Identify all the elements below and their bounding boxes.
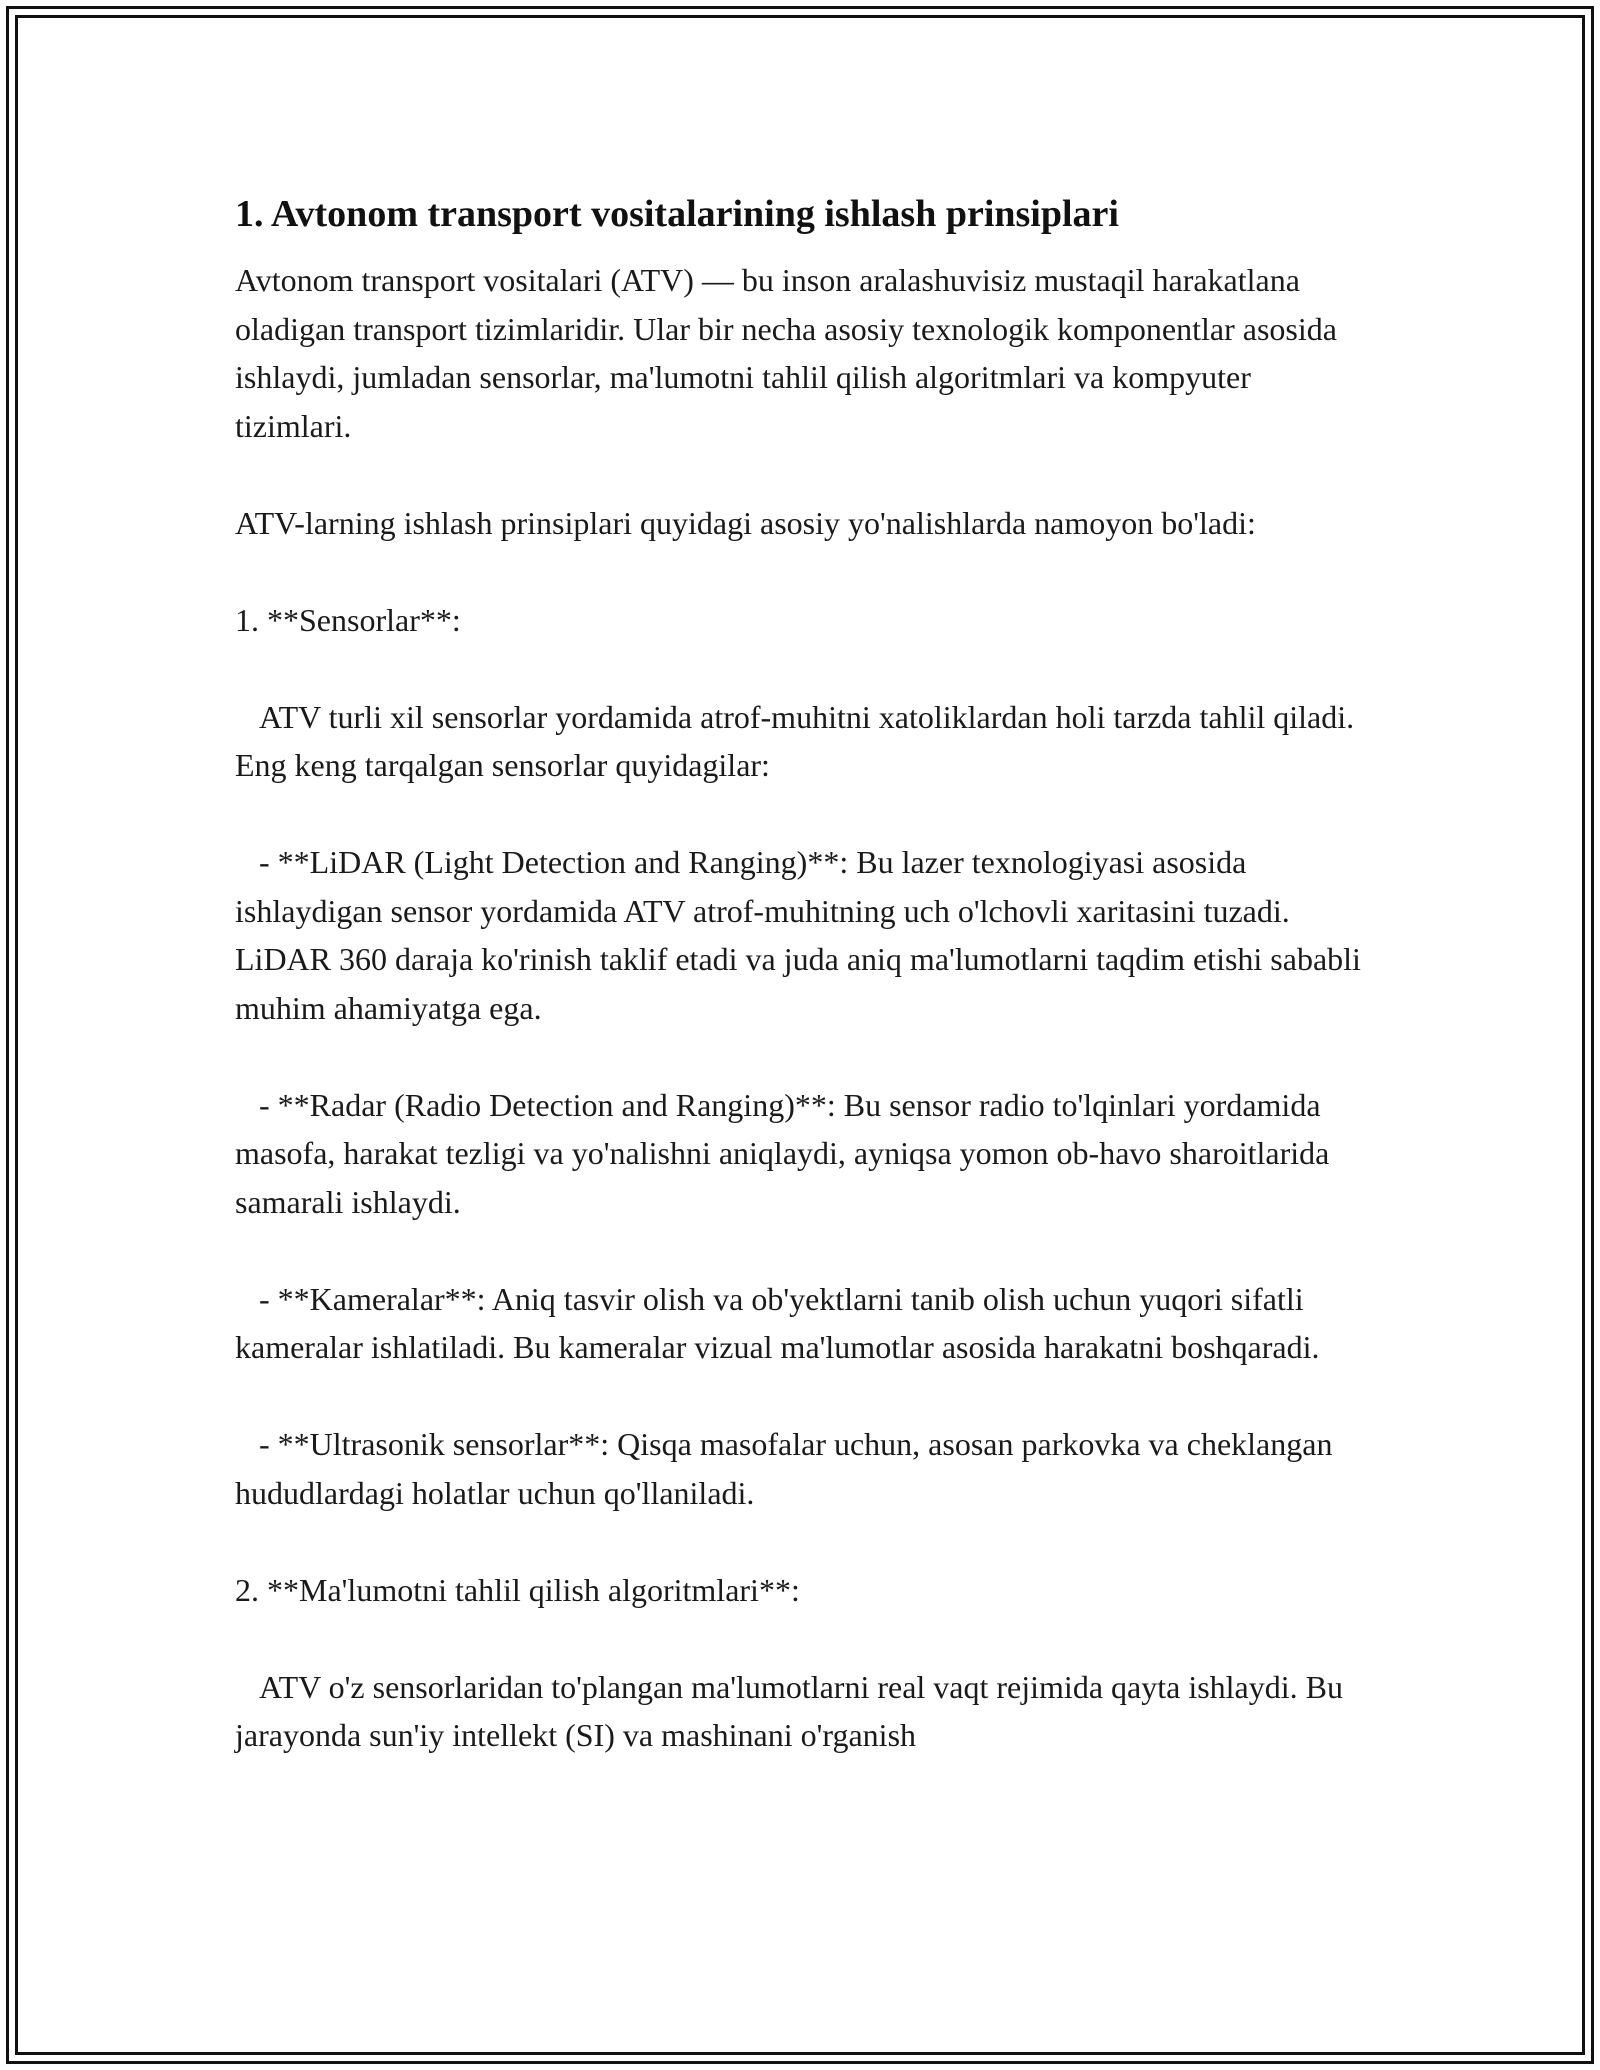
paragraph-algorithms: ATV o'z sensorlaridan to'plangan ma'lumotlarni real vaqt rejimida qayta ishlaydi. Bu jarayonda sun'iy intellekt (SI) va mashinani o'rganish xyxy=(235,1668,1351,1753)
blank-line xyxy=(235,1226,1365,1275)
paragraph-intro: Avtonom transport vositalari (ATV) — bu inson aralashuvisiz mustaqil harakatlana oladigan transport tizimlaridir. Ular bir necha asosiy texnologik komponentlar asosida ishlaydi, jumladan sensorlar, ma'lumotni tahlil qilish algoritmlari va kompyuter tizimlari. xyxy=(235,262,1345,444)
paragraph-sensors-intro: ATV turli xil sensorlar yordamida atrof-muhitni xatoliklardan holi tarzda tahlil qiladi. Eng keng tarqalgan sensorlar quyidagilar: xyxy=(235,698,1363,783)
blank-line xyxy=(235,1517,1365,1566)
blank-line xyxy=(235,1614,1365,1663)
blank-line xyxy=(235,1032,1365,1081)
blank-line xyxy=(235,1372,1365,1421)
blank-line xyxy=(235,450,1365,499)
list-item-algorithms-title: 2. **Ma'lumotni tahlil qilish algoritmlari**: xyxy=(235,1571,800,1608)
list-item-cameras: - **Kameralar**: Aniq tasvir olish va ob'yektlarni tanib olish uchun yuqori sifatli kameralar ishlatiladi. Bu kameralar vizual ma'lumotlar asosida harakatni boshqaradi. xyxy=(235,1280,1320,1365)
document-body xyxy=(235,190,1369,1760)
list-item-lidar: - **LiDAR (Light Detection and Ranging)**: Bu lazer texnologiyasi asosida ishlaydigan sensor yordamida ATV atrof-muhitning uch o'lchovli xaritasini tuzadi. LiDAR 360 daraja ko'rinish taklif etadi va juda aniq ma'lumotlarni taqdim etishi sababli muhim ahamiyatga ega. xyxy=(235,844,1369,1026)
list-item-sensors-title: 1. **Sensorlar**: xyxy=(235,601,461,638)
list-item-ultrasonic: - **Ultrasonik sensorlar**: Qisqa masofalar uchun, asosan parkovka va cheklangan hududlardagi holatlar uchun qo'llaniladi. xyxy=(235,1426,1341,1511)
blank-line xyxy=(235,547,1365,596)
paragraph-principles: ATV-larning ishlash prinsiplari quyidagi asosiy yo'nalishlarda namoyon bo'ladi: xyxy=(235,504,1256,541)
section-heading: 1. Avtonom transport vositalarining ishlash prinsiplari xyxy=(235,193,1119,235)
list-item-radar: - **Radar (Radio Detection and Ranging)**: Bu sensor radio to'lqinlari yordamida masofa, harakat tezligi va yo'nalishni aniqlaydi, ayniqsa yomon ob-havo sharoitlarida samarali ishlaydi. xyxy=(235,1086,1338,1220)
blank-line xyxy=(235,644,1365,693)
blank-line xyxy=(235,790,1365,839)
